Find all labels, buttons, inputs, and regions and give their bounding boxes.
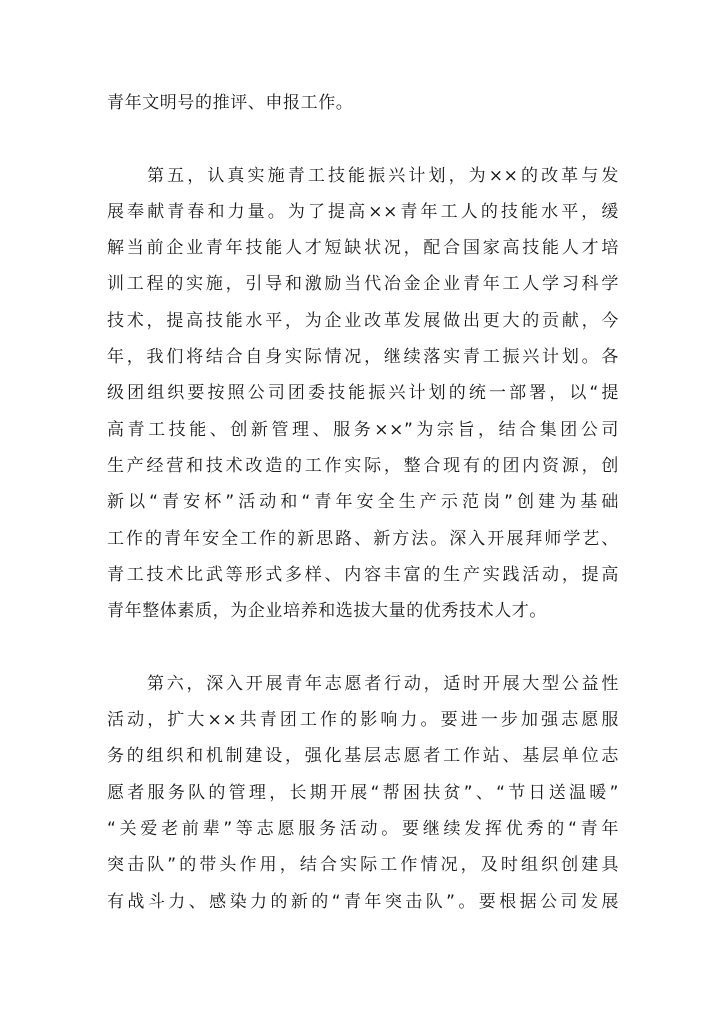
text-line: 有战斗力、感染力的新的“青年突击队”。要根据公司发展	[107, 891, 619, 912]
text-line: “关爱老前辈”等志愿服务活动。要继续发挥优秀的“青年	[107, 818, 619, 839]
paragraph-2	[107, 158, 619, 630]
text-line: 活动，扩大××共青团工作的影响力。要进一步加强志愿服	[107, 710, 619, 731]
text-line: 突击队”的带头作用，结合实际工作情况，及时组织创建具	[107, 855, 619, 876]
paragraph-gap	[107, 629, 619, 665]
text-line: 展奉献青春和力量。为了提高××青年工人的技能水平，缓	[107, 201, 619, 222]
text-line: 高青工技能、创新管理、服务××”为宗旨，结合集团公司	[107, 419, 619, 440]
text-line: 青年文明号的推评、申报工作。	[107, 93, 354, 113]
text-line: 第六，深入开展青年志愿者行动，适时开展大型公益性	[147, 673, 619, 694]
text-line: 愿者服务队的管理，长期开展“帮困扶贫”、“节日送温暖”	[107, 782, 619, 803]
text-line: 青工技术比武等形式多样、内容丰富的生产实践活动，提高	[107, 564, 619, 585]
document-body	[107, 85, 619, 920]
text-line: 务的组织和机制建设，强化基层志愿者工作站、基层单位志	[107, 746, 619, 767]
text-line: 训工程的实施，引导和激励当代冶金企业青年工人学习科学	[107, 274, 619, 295]
text-line: 技术，提高技能水平，为企业改革发展做出更大的贡献，今	[107, 310, 619, 331]
text-line: 级团组织要按照公司团委技能振兴计划的统一部署，以“提	[107, 383, 619, 404]
paragraph-1	[107, 85, 619, 121]
text-line: 青年整体素质，为企业培养和选拔大量的优秀技术人才。	[107, 601, 547, 622]
paragraph-3	[107, 666, 619, 920]
paragraph-gap	[107, 121, 619, 157]
text-line: 年，我们将结合自身实际情况，继续落实青工振兴计划。各	[107, 347, 619, 368]
text-line: 解当前企业青年技能人才短缺状况，配合国家高技能人才培	[107, 238, 619, 259]
text-line: 第五，认真实施青工技能振兴计划，为××的改革与发	[147, 165, 619, 186]
text-line: 生产经营和技术改造的工作实际，整合现有的团内资源，创	[107, 455, 619, 476]
text-line: 工作的青年安全工作的新思路、新方法。深入开展拜师学艺、	[107, 528, 619, 549]
text-line: 新以“青安杯”活动和“青年安全生产示范岗”创建为基础	[107, 492, 619, 513]
